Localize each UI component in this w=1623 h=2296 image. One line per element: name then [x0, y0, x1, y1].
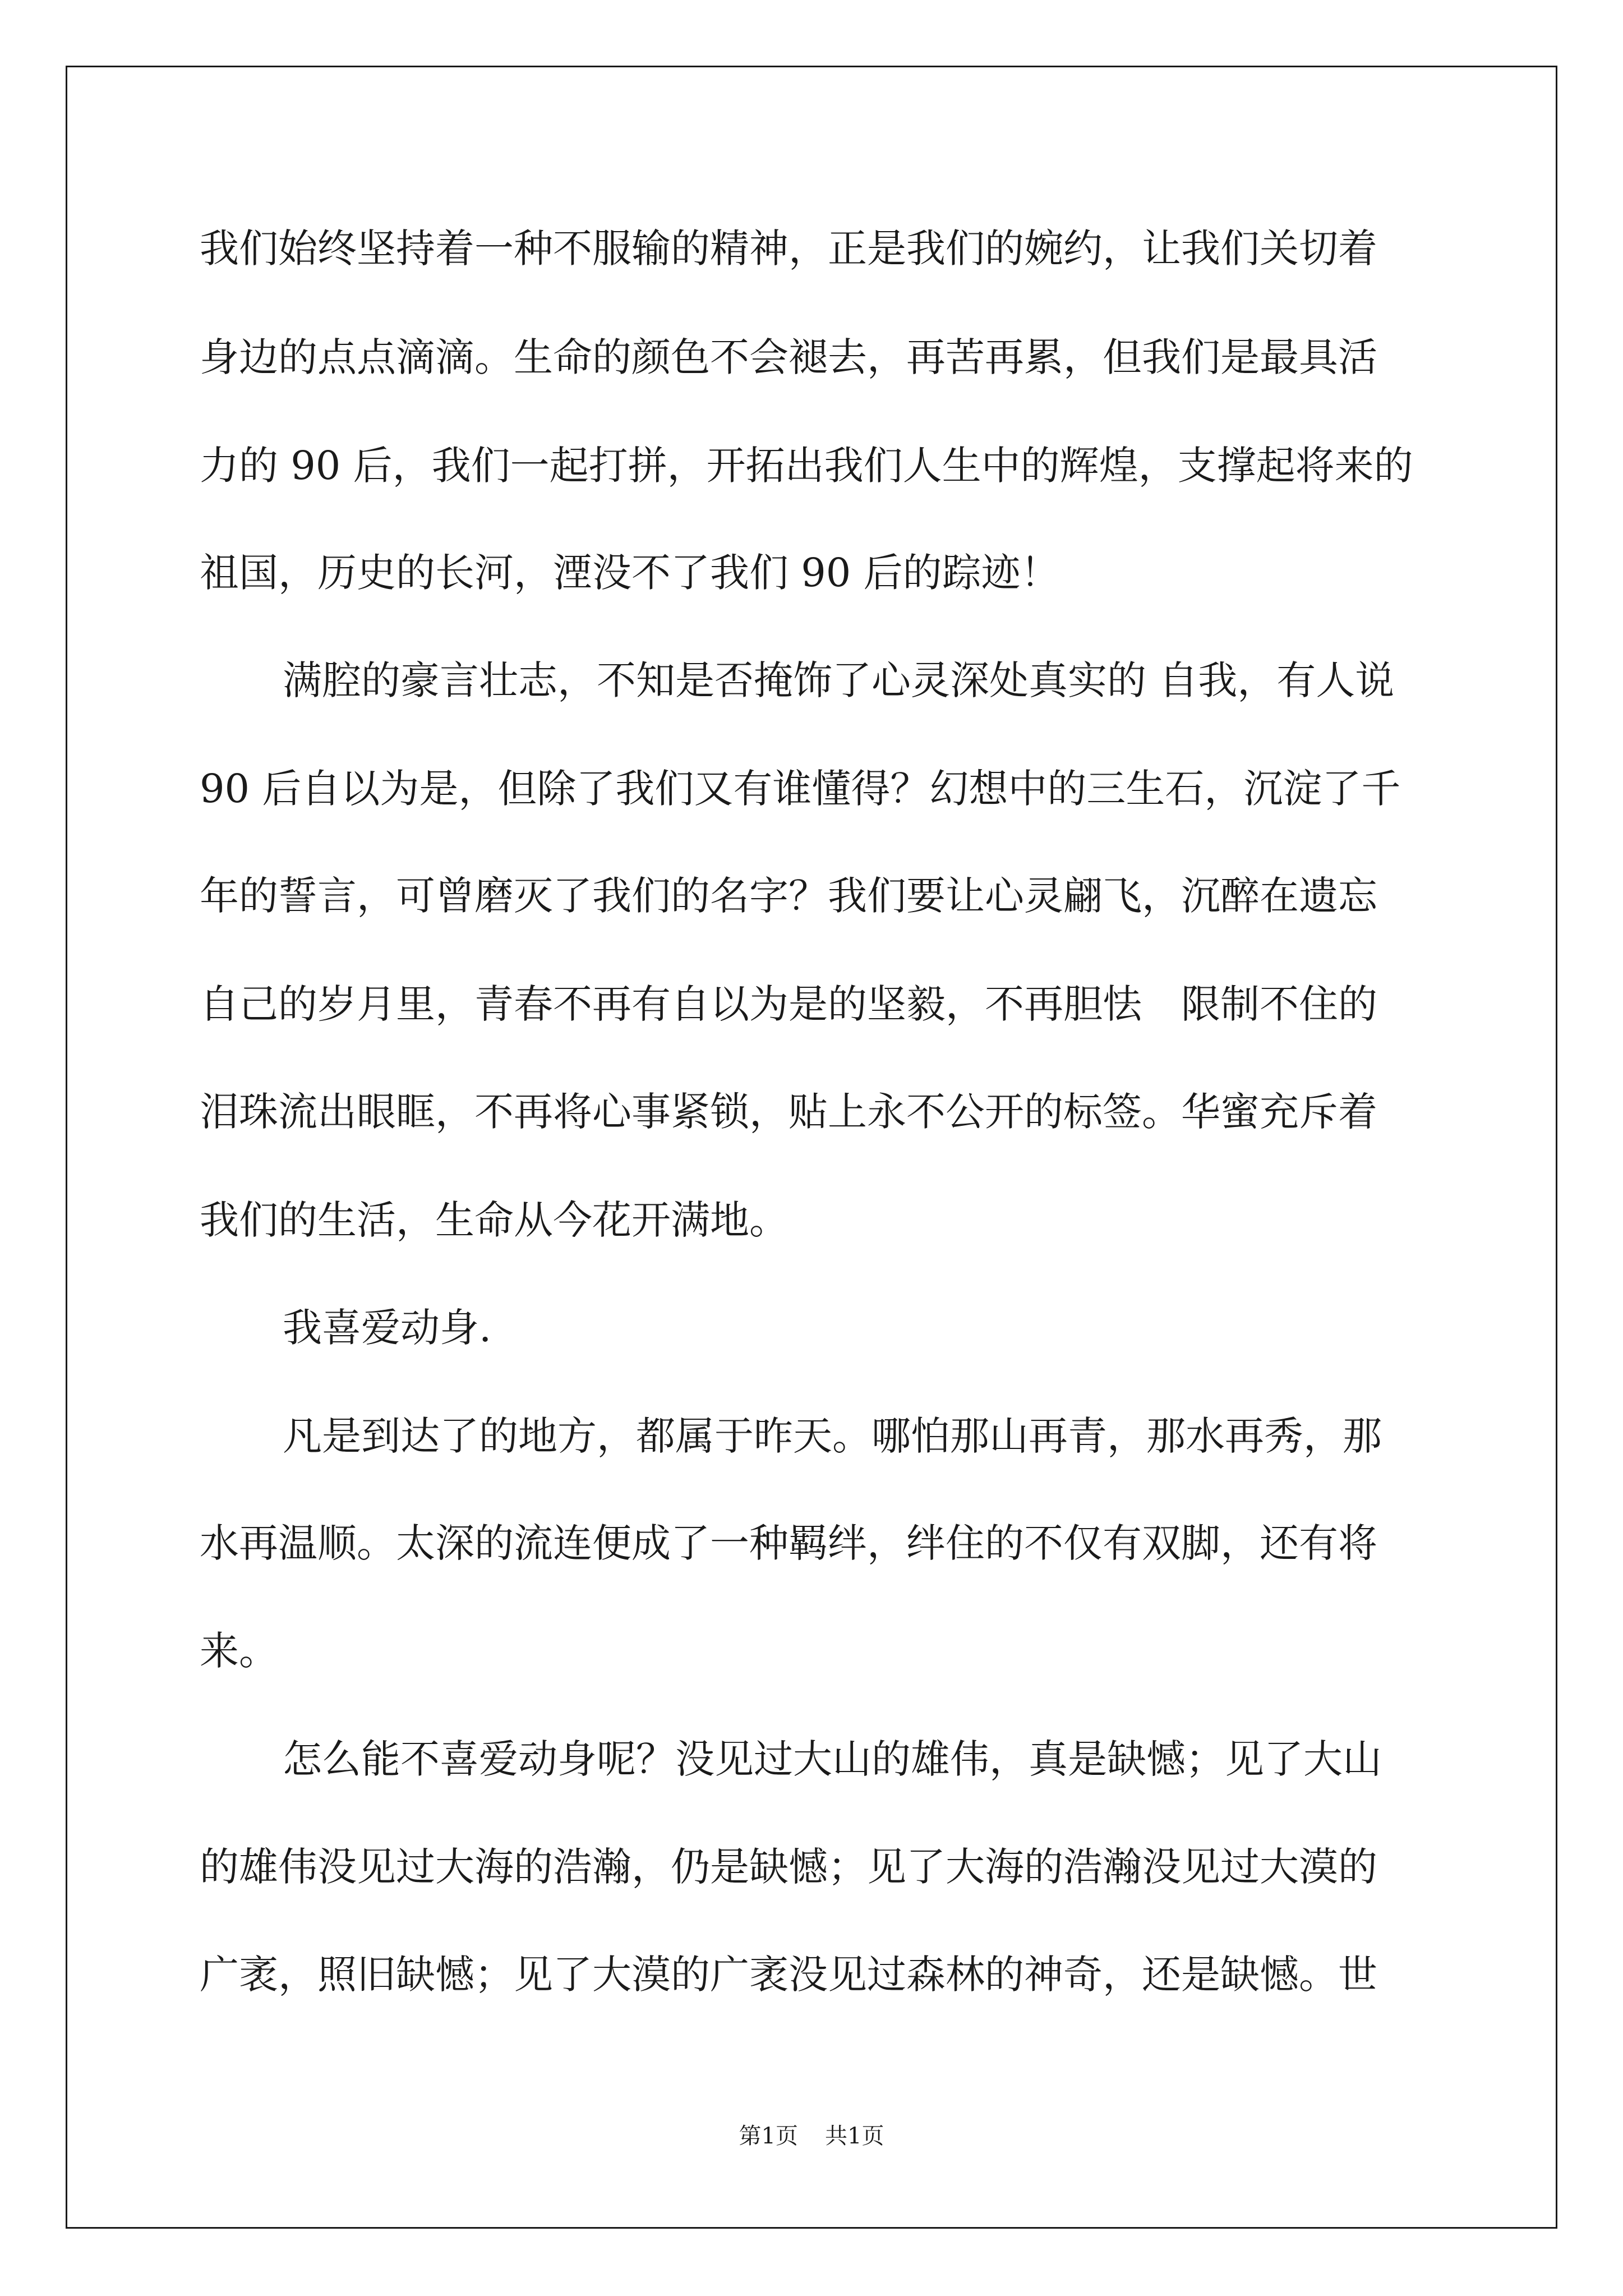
page-number: 第1页	[739, 2123, 798, 2149]
text-line: 自己的岁月里，青春不再有自以为是的坚毅，不再胆怯 限制不住的	[200, 981, 1377, 1027]
text-line: 满腔的豪言壮志，不知是否掩饰了心灵深处真实的 自我，有人说	[283, 657, 1395, 703]
text-line: 泪珠流出眼眶，不再将心事紧锁，贴上永不公开的标签。华蜜充斥着	[200, 1089, 1377, 1135]
page-footer	[0, 2119, 1623, 2153]
text-line: 怎么能不喜爱动身呢？没见过大山的雄伟，真是缺憾；见了大山	[283, 1736, 1382, 1782]
text-line: 祖国，历史的长河，湮没不了我们 90 后的踪迹！	[200, 550, 1060, 596]
text-line: 年的誓言，可曾磨灭了我们的名字？我们要让心灵翩飞，沉醉在遗忘	[200, 873, 1377, 919]
text-line: 身边的点点滴滴。生命的颜色不会褪去，再苦再累，但我们是最具活	[200, 334, 1377, 380]
text-line: 的雄伟没见过大海的浩瀚，仍是缺憾；见了大海的浩瀚没见过大漠的	[200, 1844, 1377, 1890]
text-line: 水再温顺。太深的流连便成了一种羁绊，绊住的不仅有双脚，还有将	[200, 1520, 1377, 1566]
text-line: 广袤，照旧缺憾；见了大漠的广袤没见过森林的神奇，还是缺憾。世	[200, 1952, 1377, 1998]
text-line: 我们的生活，生命从今花开满地。	[200, 1197, 789, 1243]
text-line: 我喜爱动身.	[283, 1305, 492, 1351]
text-line: 来。	[200, 1628, 278, 1674]
page-border	[66, 66, 1557, 2229]
page-total: 共1页	[825, 2123, 884, 2149]
text-line: 90 后自以为是，但除了我们又有谁懂得？幻想中的三生石，沉淀了千	[200, 766, 1401, 812]
text-line: 力的 90 后，我们一起打拼，开拓出我们人生中的辉煌，支撑起将来的	[200, 443, 1413, 489]
text-line: 凡是到达了的地方，都属于昨天。哪怕那山再青，那水再秀，那	[283, 1413, 1382, 1459]
text-line: 我们始终坚持着一种不服输的精神，正是我们的婉约，让我们关切着	[200, 226, 1377, 272]
